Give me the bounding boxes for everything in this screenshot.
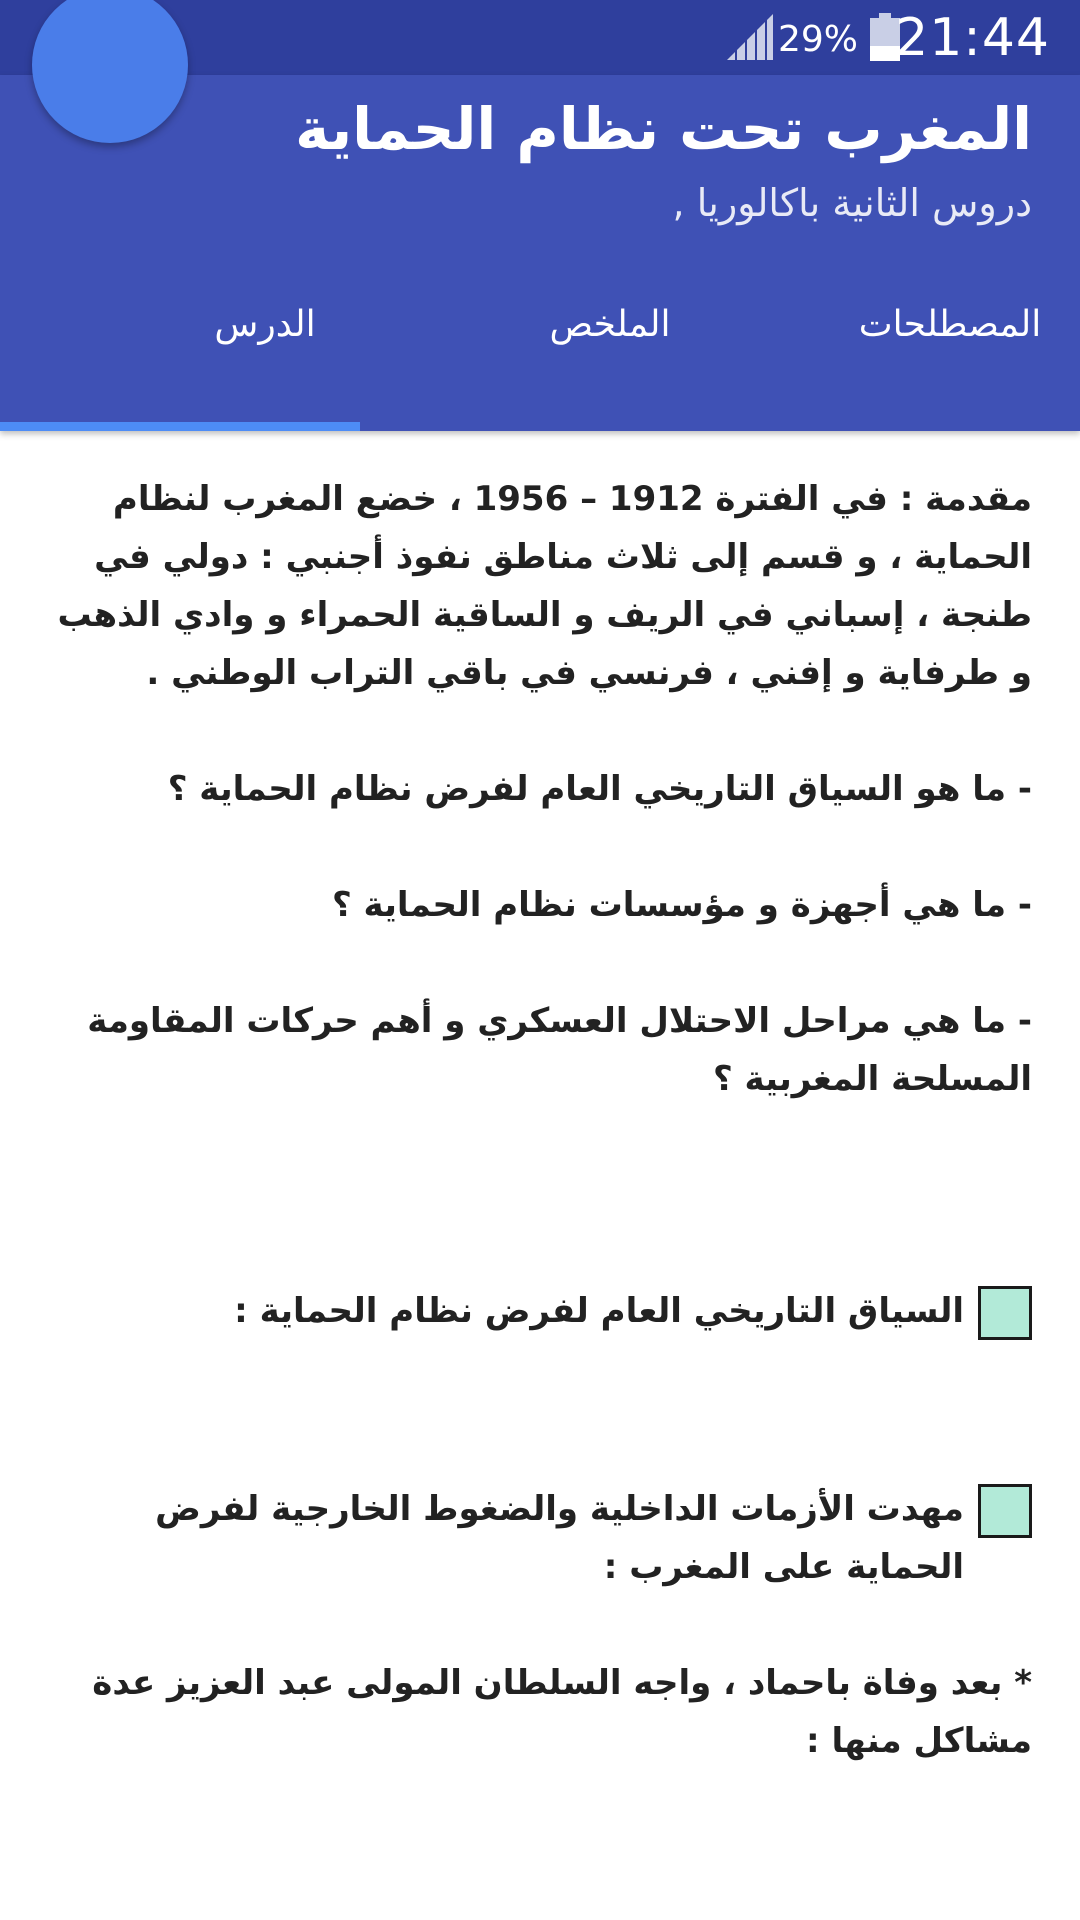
- signal-icon: [725, 14, 775, 62]
- square-bullet-icon: [978, 1286, 1032, 1340]
- page-subtitle: دروس الثانية باكالوريا ,: [672, 181, 1032, 225]
- section-heading-1: [50, 1282, 1032, 1340]
- tab-bar: [0, 265, 1080, 385]
- section-heading-text: السياق التاريخي العام لفرض نظام الحماية :: [234, 1291, 964, 1331]
- intro-paragraph: مقدمة : في الفترة 1912 – 1956 ، خضع المغرب لنظام الحماية ، و قسم إلى ثلاث مناطق نفوذ أجنبي : دولي في طنجة ، إسباني في الريف و الساقية الحمراء و وادي الذهب و طرفاية و إفني ، فرنسي في باقي التراب الوطني .: [57, 479, 1032, 693]
- tab-summary[interactable]: الملخص: [549, 304, 671, 345]
- page-title: المغرب تحت نظام الحماية: [295, 95, 1032, 163]
- square-bullet-icon: [978, 1484, 1032, 1538]
- lesson-content: [50, 470, 1032, 1770]
- point-1: * بعد وفاة باحماد ، واجه السلطان المولى عبد العزيز عدة مشاكل منها :: [92, 1663, 1032, 1761]
- question-1: - ما هو السياق التاريخي العام لفرض نظام الحماية ؟: [167, 769, 1032, 809]
- status-clock: 21:44: [895, 8, 1050, 68]
- tab-indicator: [0, 422, 360, 431]
- app-bar: [0, 75, 1080, 431]
- question-3: - ما هي مراحل الاحتلال العسكري و أهم حركات المقاومة المسلحة المغربية ؟: [87, 1001, 1032, 1099]
- section-heading-2: [50, 1480, 1032, 1596]
- tab-terms[interactable]: المصطلحات: [858, 304, 1042, 345]
- floating-action-button[interactable]: [32, 0, 188, 143]
- question-2: - ما هي أجهزة و مؤسسات نظام الحماية ؟: [331, 885, 1032, 925]
- section-heading-text: مهدت الأزمات الداخلية والضغوط الخارجية لفرض الحماية على المغرب :: [155, 1489, 964, 1587]
- battery-percent: 29%: [777, 19, 858, 60]
- tab-lesson[interactable]: الدرس: [214, 304, 316, 345]
